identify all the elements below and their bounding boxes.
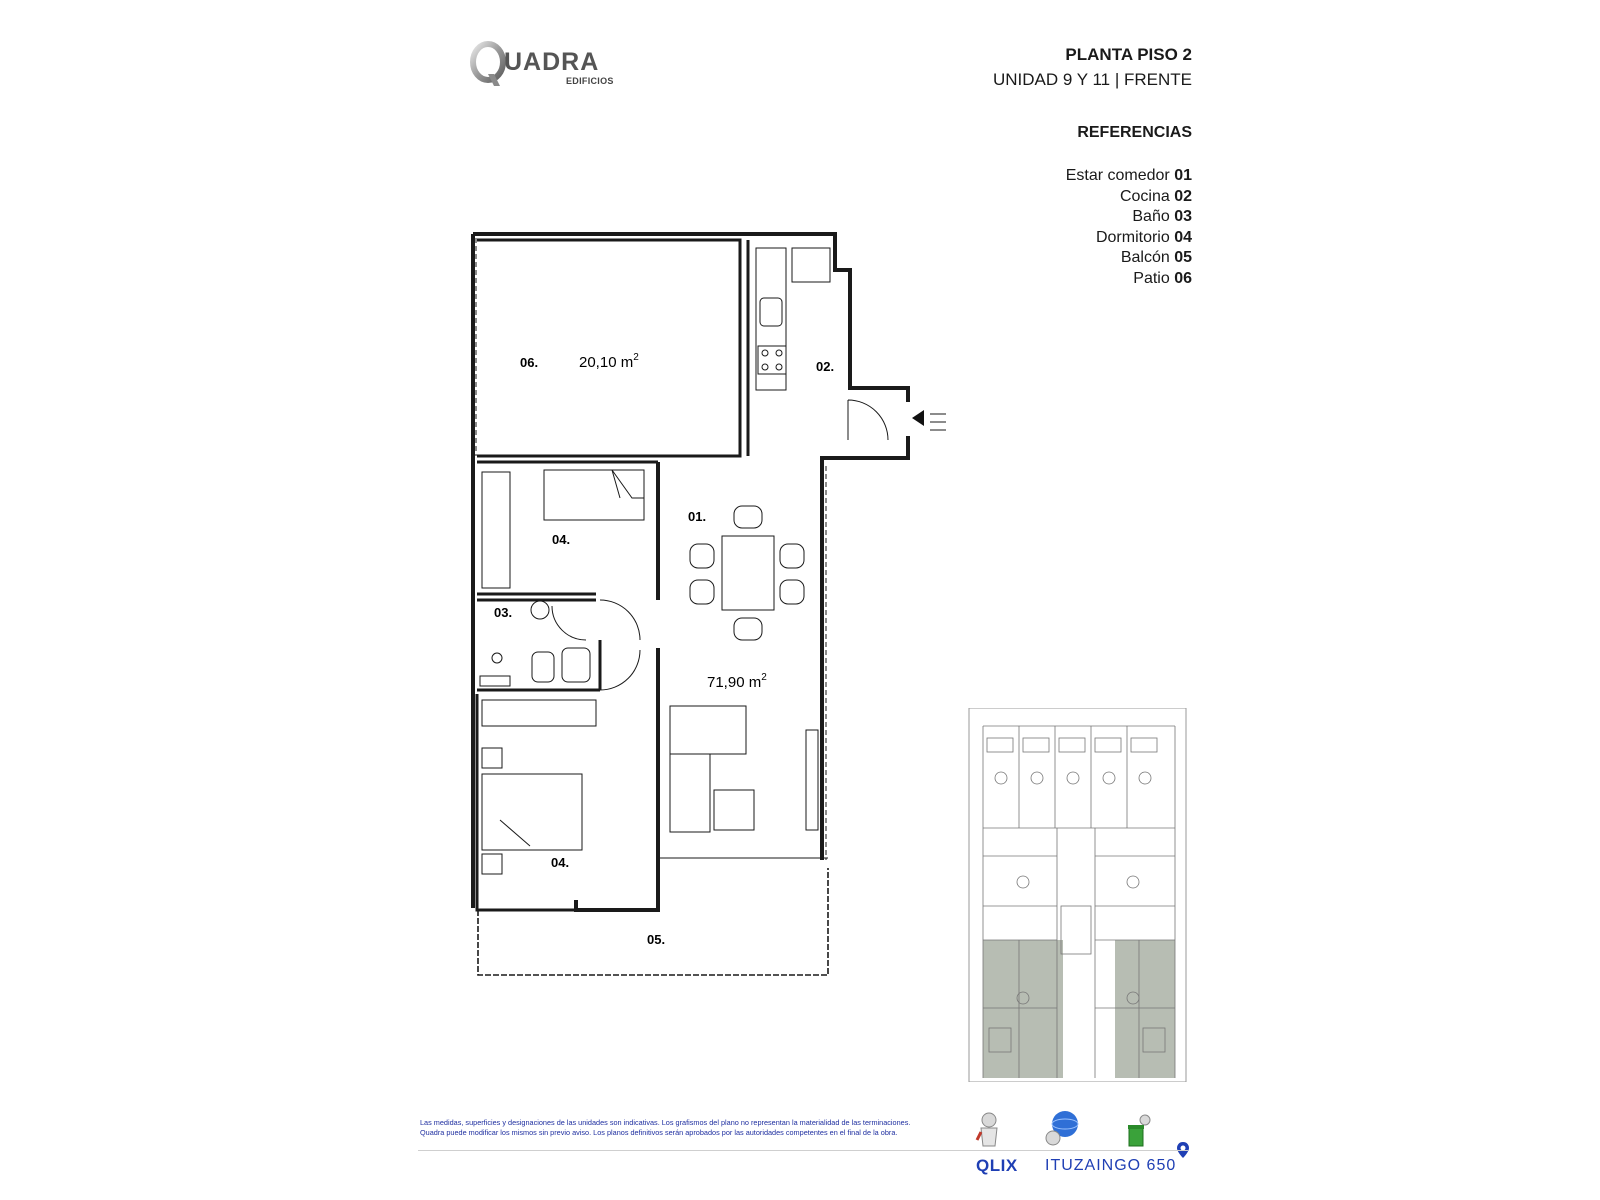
room-label-balcony: 05. — [647, 932, 666, 947]
dining-chairs — [690, 506, 804, 640]
legal-disclaimer — [420, 1118, 975, 1138]
balcony-outline — [478, 868, 828, 975]
disclaimer-line-1: Las medidas, superficies y designaciones de las unidades son indicativas. Los grafismos del plano no representan la materialidad de las terminaciones. — [420, 1118, 911, 1127]
disclaimer-line-2: Quadra puede modificar los mismos sin previo aviso. Los planos definitivos serán aprobados por las autoridades competentes en el final de la obra. — [420, 1128, 898, 1137]
area-patio: 20,10 $m^2$ — [579, 352, 639, 371]
reference-code: 06 — [1174, 269, 1192, 287]
reference-name: Dormitorio — [1095, 228, 1170, 246]
patio-inner-wall — [477, 240, 740, 456]
kitchen-stove — [758, 346, 786, 374]
recycle-bin-icon — [1127, 1114, 1155, 1148]
east-wall-upper — [822, 436, 908, 860]
page-subtitle: UNIDAD 9 Y 11 | FRENTE — [992, 70, 1192, 89]
room-label-patio: 06. — [520, 355, 539, 370]
brand-logo — [470, 40, 620, 92]
kitchen-sink — [760, 298, 782, 326]
highlighted-unit-west — [983, 940, 1063, 1078]
bed-single — [482, 470, 644, 588]
developer-name: QLIX — [976, 1156, 1018, 1175]
page-title: PLANTA PISO 2 — [1065, 45, 1192, 64]
person-presenter-icon — [975, 1112, 1003, 1148]
room-label-bathroom: 03. — [494, 605, 513, 620]
reference-item — [1066, 166, 1192, 187]
entry-door — [848, 400, 888, 440]
references-list — [1066, 166, 1192, 289]
area-unit: 71,90 $m^2$ — [707, 672, 767, 691]
reference-item — [1066, 207, 1192, 228]
highlighted-unit-east — [1115, 940, 1175, 1078]
room-label-living: 01. — [688, 509, 707, 524]
references-title: REFERENCIAS — [1077, 124, 1192, 141]
door-swing-bath — [552, 600, 640, 690]
entry-arrow-icon — [912, 410, 924, 426]
reference-item — [1066, 228, 1192, 249]
living-sofas — [670, 706, 818, 832]
reference-code: 02 — [1174, 187, 1192, 205]
bedroom1-wall — [477, 462, 658, 600]
room-label-kitchen: 02. — [816, 359, 835, 374]
reference-code: 04 — [1174, 228, 1192, 246]
dining-table — [722, 536, 774, 610]
reference-code: 01 — [1174, 167, 1192, 184]
room-label-bedroom-2: 04. — [551, 855, 570, 870]
patio-outer-wall — [473, 234, 908, 402]
reference-name: Cocina — [1119, 187, 1170, 205]
globe-icon — [1043, 1110, 1083, 1148]
reference-name: Estar comedor — [1065, 167, 1170, 184]
footer-divider — [418, 1150, 1188, 1151]
reference-code: 03 — [1174, 208, 1192, 225]
brand-name: UADRA — [504, 48, 600, 76]
floor-plan — [440, 220, 960, 980]
reference-item — [1066, 248, 1192, 269]
reference-name: Baño — [1132, 208, 1170, 225]
bed-double — [482, 700, 596, 874]
reference-name: Balcón — [1120, 249, 1170, 266]
fridge — [792, 248, 830, 282]
project-address: ITUZAINGO 650 — [1045, 1157, 1177, 1174]
logo-q-icon — [470, 40, 506, 86]
reference-item — [1066, 269, 1192, 290]
reference-item — [1066, 187, 1192, 208]
brand-tagline: EDIFICIOS — [566, 76, 614, 86]
reference-name: Patio — [1133, 269, 1170, 287]
room-label-bedroom-1: 04. — [552, 532, 571, 547]
building-key-plan — [963, 708, 1192, 1082]
reference-code: 05 — [1174, 249, 1192, 266]
